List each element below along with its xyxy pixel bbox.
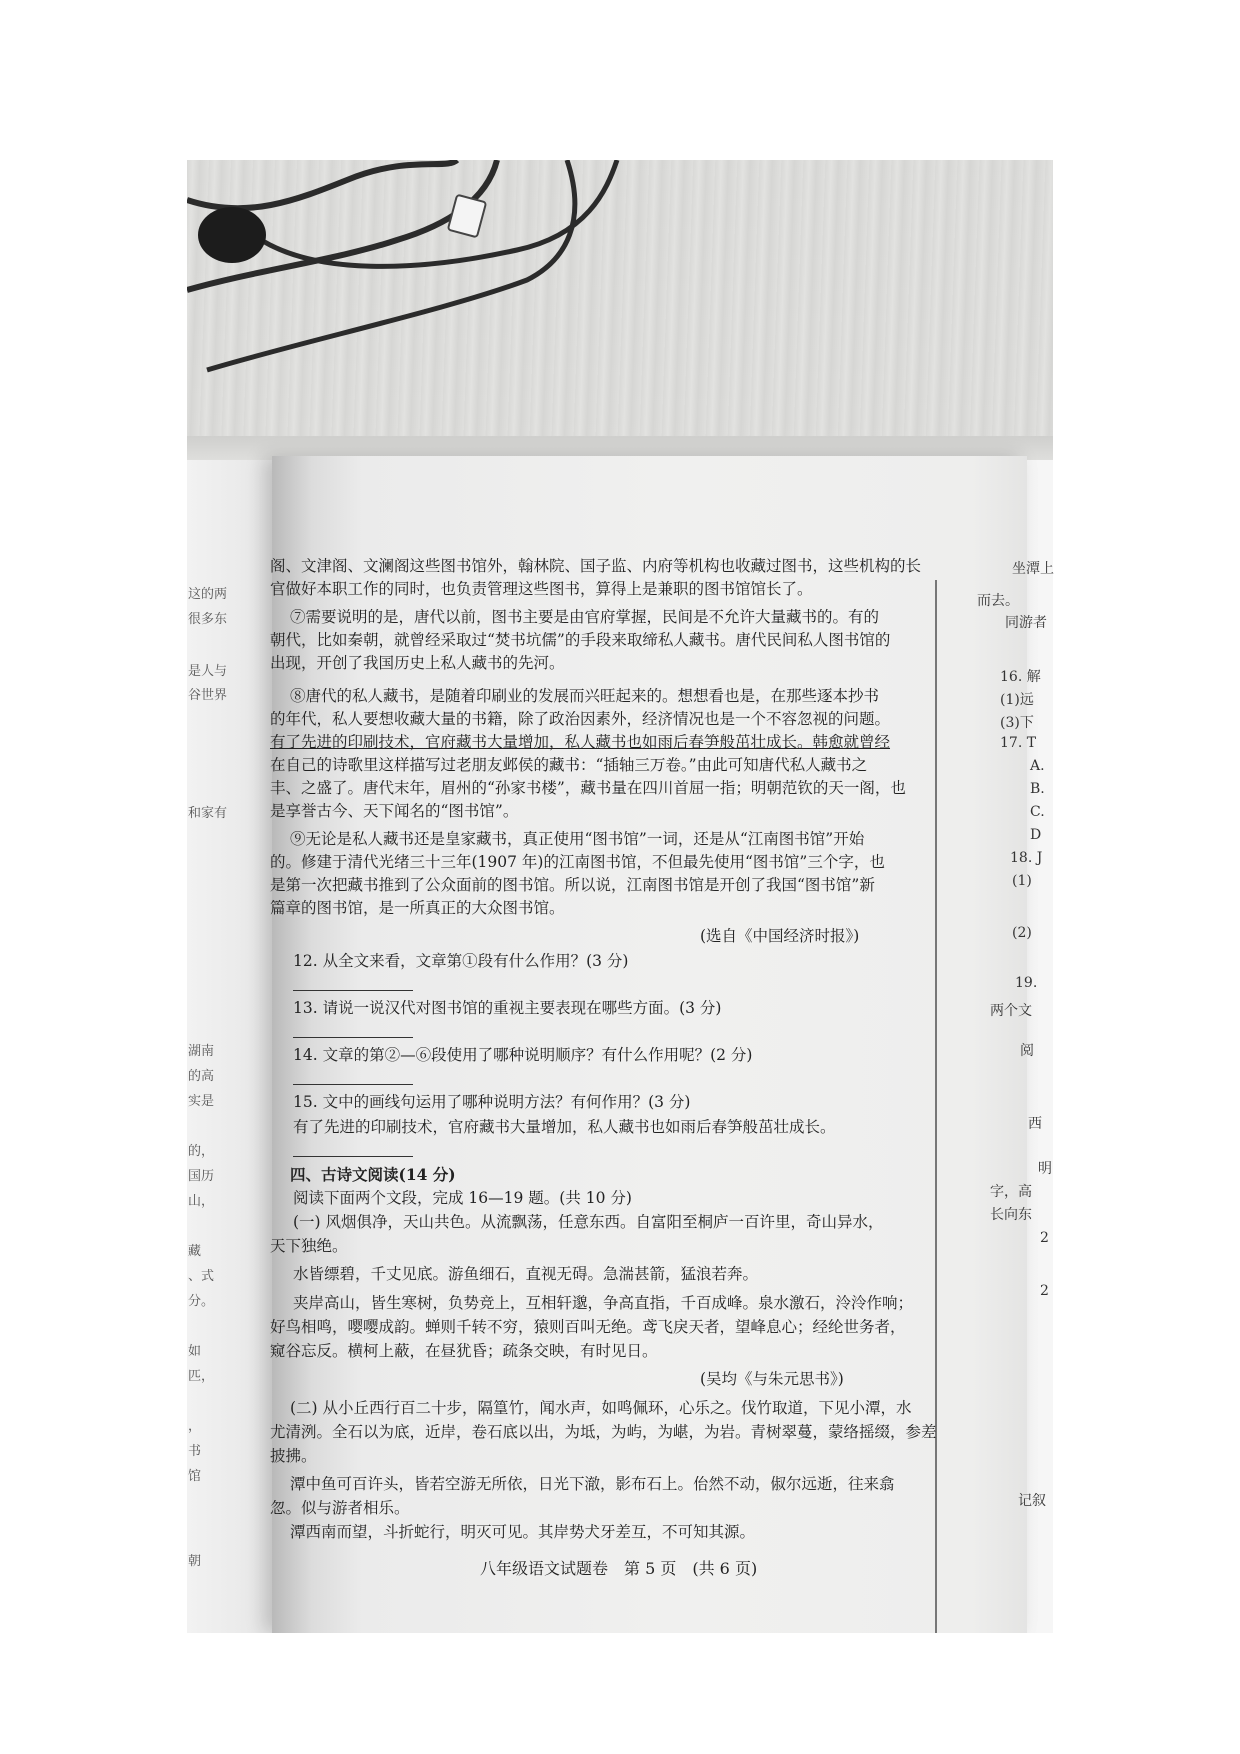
right-fragment: B. <box>1030 781 1045 797</box>
left-fragment: 如 <box>188 1344 202 1359</box>
article-line: 在自己的诗歌里这样描写过老朋友邺侯的藏书：“插轴三万卷。”由此可知唐代私人藏书之 <box>270 756 868 774</box>
right-fragment: 18. J <box>1010 850 1043 866</box>
right-fragment: 两个文 <box>990 1003 1032 1019</box>
left-fragment: 藏 <box>188 1244 202 1259</box>
answer-line[interactable] <box>293 1084 413 1085</box>
passage-1-line: 水皆缥碧，千丈见底。游鱼细石，直视无碍。急湍甚箭，猛浪若奔。 <box>293 1265 759 1283</box>
left-fragment: 谷世界 <box>188 688 228 703</box>
passage-1-line: 天下独绝。 <box>270 1237 348 1255</box>
column-rule <box>935 580 937 1633</box>
left-fragment: 很多东 <box>188 612 228 627</box>
right-fragment: (3)下 <box>1000 715 1034 731</box>
right-fragment: 17. T <box>1000 735 1037 751</box>
left-fragment: 朝 <box>188 1554 202 1569</box>
article-line: 的年代，私人要想收藏大量的书籍，除了政治因素外，经济情况也是一个不容忽视的问题。 <box>270 710 891 728</box>
article-line: 朝代，比如秦朝，就曾经采取过“焚书坑儒”的手段来取缔私人藏书。唐代民间私人图书馆的 <box>270 631 891 649</box>
section-heading: 四、古诗文阅读(14 分) <box>290 1165 456 1184</box>
left-fragment: 的高 <box>188 1069 215 1084</box>
question-13: 13. 请说一说汉代对图书馆的重视主要表现在哪些方面。(3 分) <box>293 999 722 1017</box>
page-footer: 八年级语文试题卷 第 5 页 (共 6 页) <box>480 1559 758 1578</box>
article-line: 篇章的图书馆，是一所真正的大众图书馆。 <box>270 899 565 917</box>
answer-line[interactable] <box>293 990 413 991</box>
left-fragment: 这的两 <box>188 587 228 602</box>
right-fragment: 16. 解 <box>1000 669 1041 685</box>
passage-1-source: (吴均《与朱元思书》) <box>700 1370 844 1388</box>
passage-1-line: 好鸟相鸣，嘤嘤成韵。蝉则千转不穷，猿则百叫无绝。鸢飞戾天者，望峰息心；经纶世务者， <box>270 1318 906 1336</box>
question-14: 14. 文章的第②—⑥段使用了哪种说明顺序？有什么作用呢？(2 分) <box>293 1046 753 1064</box>
desk-background <box>187 160 1053 460</box>
right-fragment: D <box>1030 827 1042 843</box>
earphone-cable-icon <box>187 160 1053 460</box>
left-fragment: 山， <box>188 1194 215 1209</box>
left-fragment: 和家有 <box>188 806 228 821</box>
passage-1-line: (一) 风烟俱净，天山共色。从流飘荡，任意东西。自富阳至桐庐一百许里，奇山异水， <box>293 1213 884 1231</box>
article-line: 的。修建于清代光绪三十三年(1907 年)的江南图书馆，不但最先使用“图书馆”三个字，也 <box>270 853 885 871</box>
article-line: 是第一次把藏书推到了公众面前的图书馆。所以说，江南图书馆是开创了我国“图书馆”新 <box>270 876 875 894</box>
article-line: 官做好本职工作的同时，也负责管理这些图书，算得上是兼职的图书馆馆长了。 <box>270 580 813 598</box>
left-fragment: 实是 <box>188 1094 215 1109</box>
article-source: (选自《中国经济时报》) <box>700 927 860 945</box>
right-fragment: C. <box>1030 804 1045 820</box>
passage-2-line: 尤清洌。全石以为底，近岸，卷石底以出，为坻，为屿，为嵁，为岩。青树翠蔓，蒙络摇缀，参差 <box>270 1423 937 1441</box>
underlined-sentence: 有了先进的印刷技术，官府藏书大量增加，私人藏书也如雨后春笋般茁壮成长。韩愈就曾经 <box>270 733 891 751</box>
right-fragment: 2 <box>1040 1283 1049 1299</box>
right-fragment: 西 <box>1028 1116 1042 1132</box>
question-15-quote: 有了先进的印刷技术，官府藏书大量增加，私人藏书也如雨后春笋般茁壮成长。 <box>293 1118 836 1136</box>
left-fragment: 匹， <box>188 1369 215 1384</box>
question-15: 15. 文中的画线句运用了哪种说明方法？有何作用？(3 分) <box>293 1093 691 1111</box>
article-line: 出现，开创了我国历史上私人藏书的先河。 <box>270 654 565 672</box>
left-fragment: ， <box>188 1419 202 1434</box>
passage-1-line: 窥谷忘反。横柯上蔽，在昼犹昏；疏条交映，有时见日。 <box>270 1342 658 1360</box>
right-fragment: 19. <box>1015 975 1038 991</box>
right-fragment: 坐潭上 <box>1012 561 1054 577</box>
right-fragment: 明 <box>1038 1161 1052 1177</box>
answer-line[interactable] <box>293 1156 413 1157</box>
right-fragment: (1)远 <box>1000 692 1034 708</box>
right-fragment: 阅 <box>1020 1043 1034 1059</box>
article-line: ⑧唐代的私人藏书，是随着印刷业的发展而兴旺起来的。想想看也是，在那些逐本抄书 <box>290 687 880 705</box>
right-fragment: 而去。 <box>977 593 1019 609</box>
left-fragment: 书 <box>188 1444 202 1459</box>
article-line: ⑦需要说明的是，唐代以前，图书主要是由官府掌握，民间是不允许大量藏书的。有的 <box>290 608 880 626</box>
right-fragment: 2 <box>1040 1230 1049 1246</box>
answer-line[interactable] <box>293 1037 413 1038</box>
article-line: ⑨无论是私人藏书还是皇家藏书，真正使用“图书馆”一词，还是从“江南图书馆”开始 <box>290 830 865 848</box>
left-fragment: 国历 <box>188 1169 215 1184</box>
right-fragment: (2) <box>1012 925 1032 941</box>
section-instruction: 阅读下面两个文段，完成 16—19 题。(共 10 分) <box>293 1189 632 1207</box>
article-line: 丰、之盛了。唐代末年，眉州的“孙家书楼”，藏书量在四川首屈一指；明朝范钦的天一阁，也 <box>270 779 906 797</box>
passage-2-line: 潭西南而望，斗折蛇行，明灭可见。其岸势犬牙差互，不可知其源。 <box>290 1523 756 1541</box>
left-fragment: 是人与 <box>188 664 228 679</box>
article-line: 阁、文津阁、文澜阁这些图书馆外，翰林院、国子监、内府等机构也收藏过图书，这些机构的长 <box>270 557 922 575</box>
passage-1-line: 夹岸高山，皆生寒树，负势竞上，互相轩邈，争高直指，千百成峰。泉水激石，泠泠作响； <box>293 1294 914 1312</box>
left-fragment: 湖南 <box>188 1044 215 1059</box>
passage-2-line: 忽。似与游者相乐。 <box>270 1499 410 1517</box>
left-fragment: 馆 <box>188 1469 202 1484</box>
left-fragment: 、式 <box>188 1269 215 1284</box>
left-fragment: 分。 <box>188 1294 215 1309</box>
right-fragment: 同游者 <box>1005 615 1047 631</box>
passage-2-line: 潭中鱼可百许头，皆若空游无所依，日光下澈，影布石上。佁然不动，俶尔远逝，往来翕 <box>290 1475 895 1493</box>
right-fragment: (1) <box>1012 873 1032 889</box>
left-fragment: 的， <box>188 1144 215 1159</box>
right-fragment: 记叙 <box>1018 1493 1046 1509</box>
right-fragment: 字，高 <box>990 1184 1032 1200</box>
right-fragment: A. <box>1030 758 1045 774</box>
passage-2-line: 披拂。 <box>270 1447 317 1465</box>
question-12: 12. 从全文来看，文章第①段有什么作用？(3 分) <box>293 952 629 970</box>
article-line: 是享誉古今、天下闻名的“图书馆”。 <box>270 802 519 820</box>
passage-2-line: (二) 从小丘西行百二十步，隔篁竹，闻水声，如鸣佩环，心乐之。伐竹取道，下见小潭，水 <box>290 1399 912 1417</box>
right-fragment: 长向东 <box>990 1207 1032 1223</box>
